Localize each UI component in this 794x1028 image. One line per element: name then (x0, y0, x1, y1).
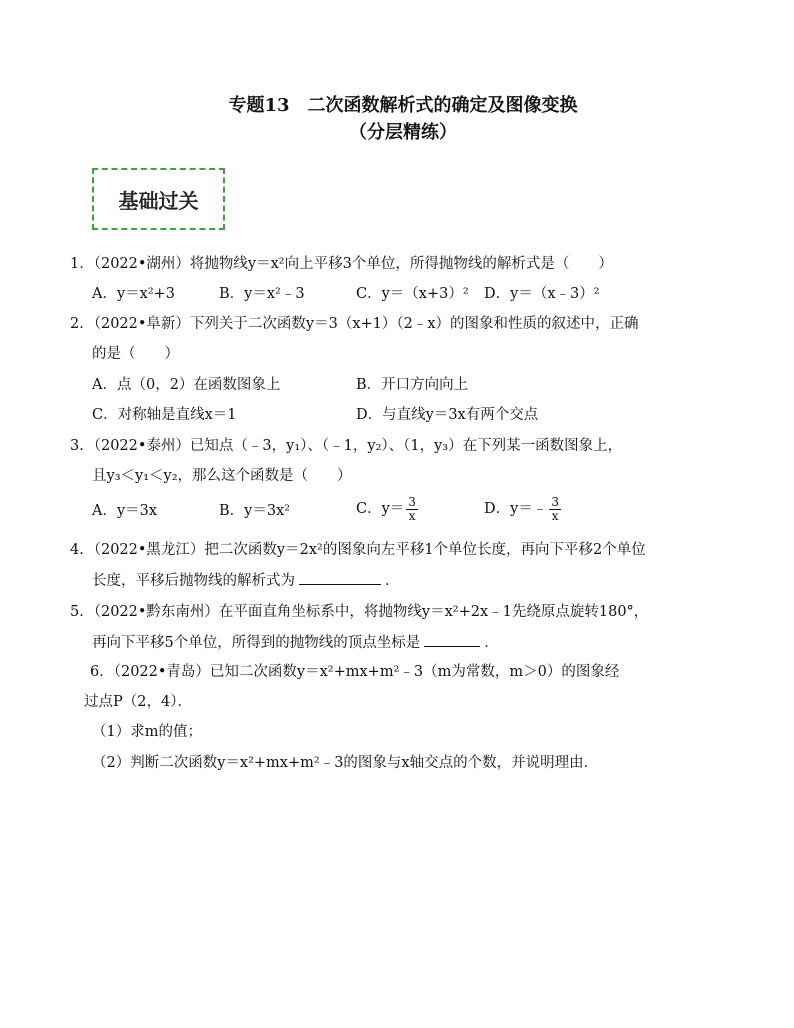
q4-stem-cont-line (92, 568, 400, 593)
q3-stem-cont: 且y₃＜y₁＜y₂，那么这个函数是（ ） (92, 468, 352, 484)
q1-option-c: C．y＝（x+3）² (356, 286, 469, 302)
q3-option-b: B．y＝3x² (219, 503, 291, 519)
q1-option-a: A．y＝x²+3 (92, 286, 176, 302)
q5-stem: 5．（2022•黔东南州）在平面直角坐标系中，将抛物线y＝x²+2x﹣1先绕原点旋转180°， (70, 604, 649, 620)
q1-option-b: B．y＝x²﹣3 (219, 286, 305, 302)
q4-stem-cont: 长度，平移后抛物线的解析式为 (92, 573, 295, 589)
page-title: 专题13 二次函数解析式的确定及图像变换 (228, 95, 578, 116)
q1-option-d: D．y＝（x﹣3）² (484, 286, 600, 302)
q1-stem: 1．（2022•湖州）将抛物线y＝x²向上平移3个单位，所得抛物线的解析式是（ ） (70, 256, 613, 272)
q3-option-d (484, 492, 561, 526)
q5-stem-cont: 再向下平移5个单位，所得到的抛物线的顶点坐标是 (92, 635, 421, 651)
q5-stem-cont-line (92, 630, 499, 655)
section-badge-label: 基础过关 (118, 188, 199, 213)
q5-end: ． (484, 635, 499, 651)
fraction-numerator: 3 (408, 494, 416, 509)
q3-option-d-prefix: D．y＝﹣ (484, 501, 548, 517)
q2-option-c: C．对称轴是直线x＝1 (92, 407, 237, 423)
q2-option-d: D．与直线y＝3x有两个交点 (356, 407, 539, 423)
q2-stem: 2．（2022•阜新）下列关于二次函数y＝3（x+1）（2﹣x）的图象和性质的叙述中，正确 (70, 316, 639, 332)
q3-option-c-fraction (406, 496, 418, 523)
q3-option-a: A．y＝3x (92, 503, 158, 519)
section-badge (92, 168, 225, 230)
q6-stem: 6．（2022•青岛）已知二次函数y＝x²+mx+m²﹣3（m为常数，m＞0）的图象经 (90, 664, 620, 680)
q2-option-a: A．点（0，2）在函数图象上 (92, 377, 281, 393)
q6-part2: （2）判断二次函数y＝x²+mx+m²﹣3的图象与x轴交点的个数，并说明理由． (92, 755, 599, 771)
fraction-numerator: 3 (551, 494, 559, 509)
q3-stem: 3．（2022•泰州）已知点（﹣3，y₁）、（﹣1，y₂）、（1，y₃）在下列某一函数图象上， (70, 438, 623, 454)
fraction-denominator: x (551, 508, 559, 523)
q4-stem: 4．（2022•黑龙江）把二次函数y＝2x²的图象向左平移1个单位长度，再向下平移2个单位 (70, 542, 646, 558)
q2-stem-cont: 的是（ ） (92, 346, 179, 362)
q3-option-d-fraction (549, 496, 561, 523)
q4-end: ． (385, 573, 400, 589)
fraction-denominator: x (408, 508, 416, 523)
page-subtitle: （分层精练） (349, 122, 457, 143)
q2-option-b: B．开口方向向上 (356, 377, 469, 393)
q6-stem-cont: 过点P（2，4）． (84, 694, 192, 710)
q3-option-c-prefix: C．y＝ (356, 501, 405, 517)
q4-answer-blank[interactable] (299, 568, 381, 585)
q5-answer-blank[interactable] (424, 630, 480, 647)
q3-option-c (356, 492, 418, 526)
q6-part1: （1）求m的值； (92, 724, 202, 740)
